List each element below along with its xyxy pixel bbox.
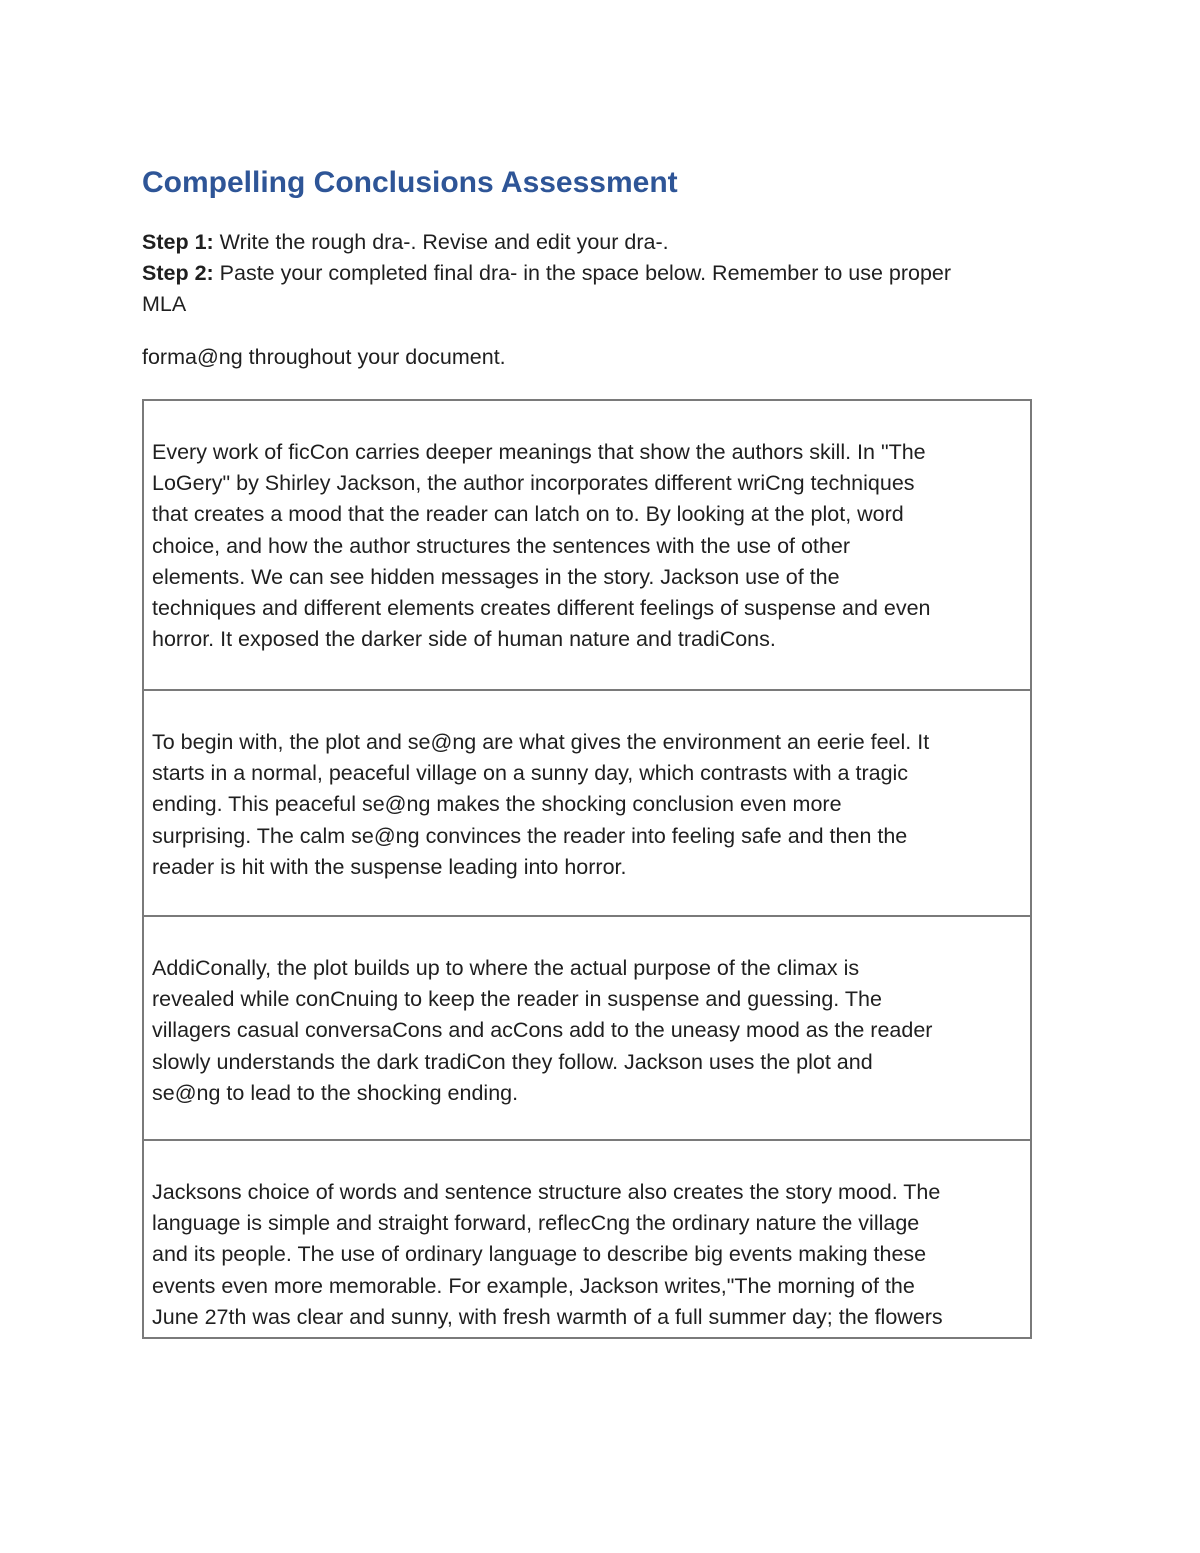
step-2-text: Paste your completed final dra- in the space below. Remember to use proper [213,261,952,285]
text-line: elements. We can see hidden messages in the story. Jackson use of the [152,564,840,589]
formatting-line: forma@ng throughout your document. [142,345,506,369]
step-1-label: Step 1: [142,230,214,254]
text-line: reader is hit with the suspense leading into horror. [152,854,627,879]
text-line: choice, and how the author structures the sentences with the use of other [152,533,850,558]
step-2-continuation: MLA [142,292,187,316]
draft-paragraph [144,401,1030,689]
step-1-text: Write the rough dra-. Revise and edit your dra-. [213,230,669,254]
text-line: To begin with, the plot and se@ng are what gives the environment an eerie feel. It [152,730,930,754]
text-line: events even more memorable. For example, Jackson writes,"The morning of the [152,1273,915,1298]
draft-paragraph [144,1139,1030,1337]
text-line: starts in a normal, peaceful village on a sunny day, which contrasts with a tragic [152,761,909,786]
page-title: Compelling Conclusions Assessment [142,166,678,199]
text-line: Every work of ficCon carries deeper meanings that show the authors skill. In "The [152,440,926,464]
text-line: horror. It exposed the darker side of human nature and tradiCons. [152,627,776,652]
final-draft-table [142,399,1032,1339]
text-line: techniques and different elements creates different feelings of suspense and even [152,596,931,621]
text-line: LoGery" by Shirley Jackson, the author incorporates different wriCng techniques [152,471,915,496]
text-line: villagers casual conversaCons and acCons add to the uneasy mood as the reader [152,1018,933,1043]
text-line: June 27th was clear and sunny, with fresh warmth of a full summer day; the flowers [152,1304,943,1329]
step-1 [142,227,1042,258]
text-line: language is simple and straight forward, reflecCng the ordinary nature the village [152,1211,920,1236]
text-line: revealed while conCnuing to keep the reader in suspense and guessing. The [152,987,882,1012]
text-line: and its people. The use of ordinary language to describe big events making these [152,1242,927,1267]
text-line: that creates a mood that the reader can latch on to. By looking at the plot, word [152,502,904,527]
step-2 [142,258,1042,289]
instructions [142,227,1042,373]
text-line: Jacksons choice of words and sentence structure also creates the story mood. The [152,1180,941,1204]
text-line: slowly understands the dark tradiCon they follow. Jackson uses the plot and [152,1049,873,1074]
draft-paragraph [144,689,1030,915]
step-2-label: Step 2: [142,261,214,285]
draft-paragraph [144,915,1030,1139]
text-line: surprising. The calm se@ng convinces the reader into feeling safe and then the [152,823,908,848]
text-line: se@ng to lead to the shocking ending. [152,1080,519,1105]
text-line: AddiConally, the plot builds up to where the actual purpose of the climax is [152,956,860,980]
text-line: ending. This peaceful se@ng makes the shocking conclusion even more [152,792,842,817]
